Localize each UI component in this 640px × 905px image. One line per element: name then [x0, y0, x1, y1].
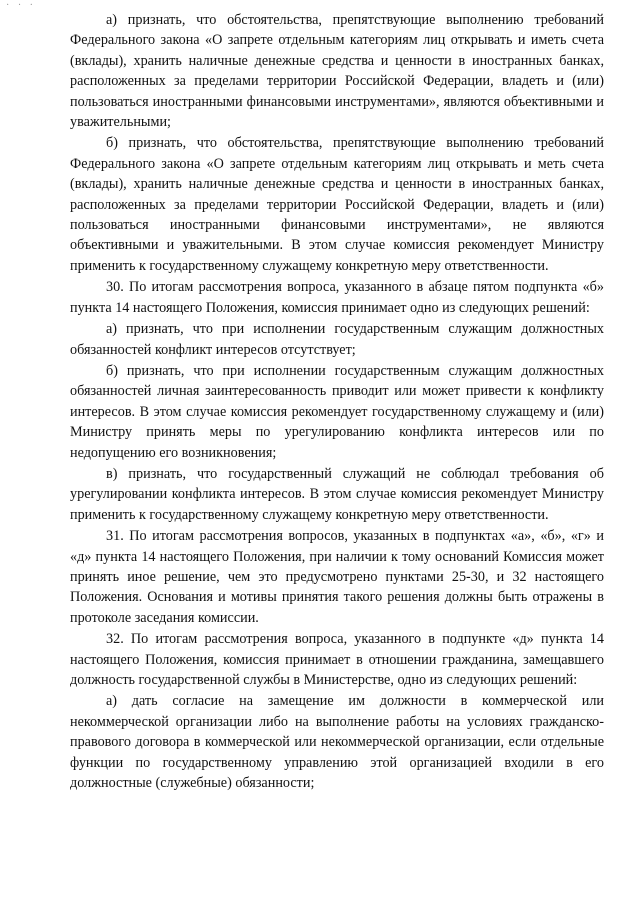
document-page: [70, 10, 604, 793]
paragraph-30c: в) признать, что государственный служащий не соблюдал требования об урегулировании конфликта интересов. В этом случае комиссия рекомендует Министру применить к государственному служащему конкретную меру ответственности.: [70, 465, 604, 523]
scan-corner-mark: · · ·: [6, 0, 36, 11]
paragraph-32a: а) дать согласие на замещение им должности в коммерческой или некоммерческой организации либо на выполнение работы на условиях гражданско-правового договора в коммерческой или некоммерческой организации, если отдельные функции по государственному управлению этой организацией входили в его должностные (служебные) обязанности;: [70, 693, 604, 792]
paragraph-31: 31. По итогам рассмотрения вопросов, указанных в подпунктах «а», «б», «г» и «д» пункта 14 настоящего Положения, при наличии к тому оснований Комиссия может принять иное решение, чем это предусмотрено пунктами 25-30, и 32 настоящего Положения. Основания и мотивы принятия такого решения должны быть отражены в протоколе заседания комиссии.: [70, 528, 604, 626]
paragraph-29a: а) признать, что обстоятельства, препятствующие выполнению требований Федерального закона «О запрете отдельным категориям лиц открывать и иметь счета (вклады), хранить наличные денежные средства и ценности в иностранных банках, расположенных за пределами территории Российской Федерации, владеть и (или) пользоваться иностранными финансовыми инструментами», являются объективными и уважительными;: [70, 12, 604, 131]
paragraph-32: 32. По итогам рассмотрения вопроса, указанного в подпункте «д» пункта 14 настоящего Положения, комиссия принимает в отношении гражданина, замещавшего должность государственной службы в Министерстве, одно из следующих решений:: [70, 631, 604, 688]
paragraph-30a: а) признать, что при исполнении государственным служащим должностных обязанностей конфликт интересов отсутствует;: [70, 321, 604, 358]
paragraph-29b: б) признать, что обстоятельства, препятствующие выполнению требований Федерального закона «О запрете отдельным категориям лиц открывать и меть счета (вклады), хранить наличные денежные средства и ценности в иностранных банках, расположенных за пределами территории Российской Федерации, владеть и (или) пользоваться иностранными финансовыми инструментами», не являются объективными и уважительными. В этом случае комиссия рекомендует Министру применить к государственному служащему конкретную меру ответственности.: [70, 135, 604, 274]
paragraph-30b: б) признать, что при исполнении государственным служащим должностных обязанностей личная заинтересованность приводит или может привести к конфликту интересов. В этом случае комиссия рекомендует государственному служащему и (или) Министру принять меры по урегулированию конфликта интересов или по недопущению его возникновения;: [70, 362, 604, 461]
paragraph-30: 30. По итогам рассмотрения вопроса, указанного в абзаце пятом подпункта «б» пункта 14 настоящего Положения, комиссия принимает одно из следующих решений:: [70, 279, 604, 316]
